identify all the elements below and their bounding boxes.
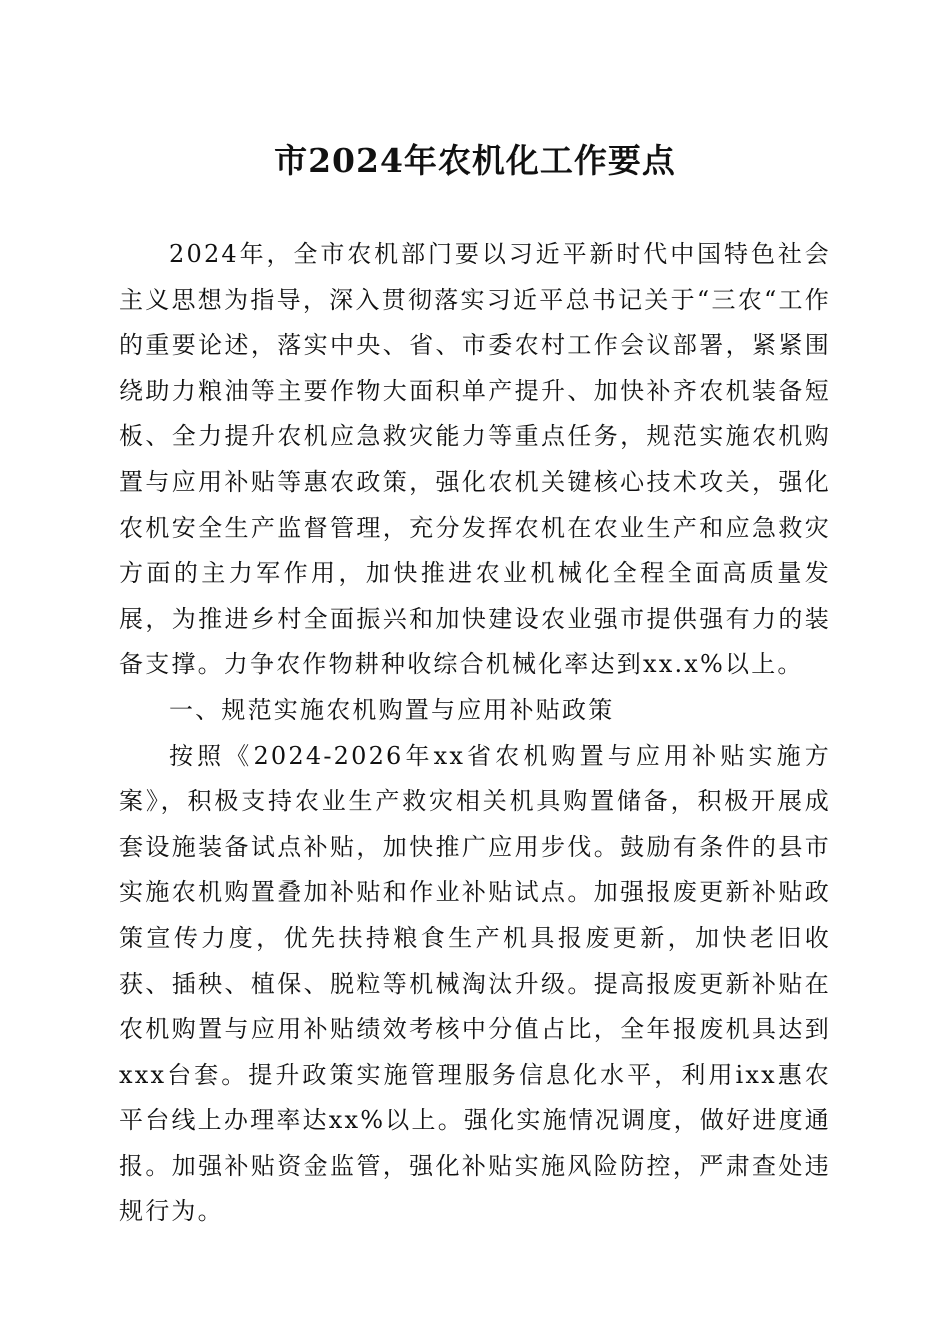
- section-paragraph: 按照《2024-2026年xx省农机购置与应用补贴实施方案》，积极支持农业生产救灾相关机具购置储备，积极开展成套设施装备试点补贴，加快推广应用步伐。鼓励有条件的县市实施农机购置叠加补贴和作业补贴试点。加强报废更新补贴政策宣传力度，优先扶持粮食生产机具报废更新，加快老旧收获、插秧、植保、脱粒等机械淘汰升级。提高报废更新补贴在农机购置与应用补贴绩效考核中分值占比，全年报废机具达到xxx台套。提升政策实施管理服务信息化水平，利用ixx惠农平台线上办理率达xx%以上。强化实施情况调度，做好进度通报。加强补贴资金监管，强化补贴实施风险防控，严肃查处违规行为。: [119, 741, 831, 1226]
- intro-paragraph: 2024年，全市农机部门要以习近平新时代中国特色社会主义思想为指导，深入贯彻落实习近平总书记关于“三农“工作的重要论述，落实中央、省、市委农村工作会议部署，紧紧围绕助力粮油等主要作物大面积单产提升、加快补齐农机装备短板、全力提升农机应急救灾能力等重点任务，规范实施农机购置与应用补贴等惠农政策，强化农机关键核心技术攻关，强化农机安全生产监督管理，充分发挥农机在农业生产和应急救灾方面的主力军作用，加快推进农业机械化全程全面高质量发展，为推进乡村全面振兴和加快建设农业强市提供强有力的装备支撑。力争农作物耕种收综合机械化率达到xx.x%以上。: [119, 240, 831, 679]
- section-heading: 一、规范实施农机购置与应用补贴政策: [169, 695, 615, 724]
- document-body: [119, 232, 831, 1235]
- page-title: 市2024年农机化工作要点: [274, 141, 676, 180]
